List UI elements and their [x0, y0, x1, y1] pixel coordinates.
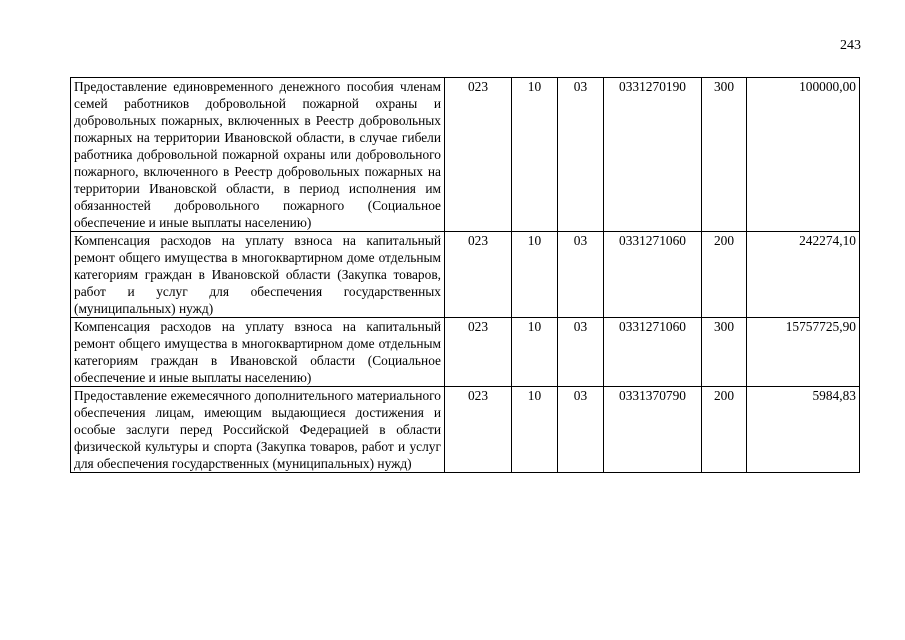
table-row	[71, 232, 860, 318]
expense-type-code: 300	[702, 78, 747, 232]
expense-description: Компенсация расходов на уплату взноса на капитальный ремонт общего имущества в многоквартирном доме отдельным категориям граждан в Ивановской области (Социальное обеспечение и иные выплаты населению)	[71, 318, 445, 387]
ministry-code: 023	[445, 387, 512, 473]
amount: 15757725,90	[747, 318, 860, 387]
expense-description: Предоставление ежемесячного дополнительного материального обеспечения лицам, имеющим выдающиеся достижения и особые заслуги перед Российской Федерацией в области физической культуры и спорта (Закупка товаров, работ и услуг для обеспечения государственных (муниципальных) нужд)	[71, 387, 445, 473]
target-article-code: 0331271060	[604, 318, 702, 387]
expense-type-code: 300	[702, 318, 747, 387]
table-row	[71, 78, 860, 232]
table-row	[71, 387, 860, 473]
expense-type-code: 200	[702, 387, 747, 473]
target-article-code: 0331271060	[604, 232, 702, 318]
subsection-code: 03	[558, 318, 604, 387]
expense-description: Компенсация расходов на уплату взноса на капитальный ремонт общего имущества в многоквартирном доме отдельным категориям граждан в Ивановской области (Закупка товаров, работ и услуг для обеспечения государственных (муниципальных) нужд)	[71, 232, 445, 318]
section-code: 10	[512, 387, 558, 473]
subsection-code: 03	[558, 78, 604, 232]
amount: 100000,00	[747, 78, 860, 232]
target-article-code: 0331270190	[604, 78, 702, 232]
section-code: 10	[512, 232, 558, 318]
page-number: 243	[840, 38, 861, 53]
budget-table	[70, 77, 860, 473]
section-code: 10	[512, 78, 558, 232]
subsection-code: 03	[558, 387, 604, 473]
expense-description: Предоставление единовременного денежного пособия членам семей работников добровольной пожарной охраны и добровольных пожарных, включенных в Реестр добровольных пожарных на территории Ивановской области, в случае гибели работника добровольной пожарной охраны или добровольного пожарного, включенного в Реестр добровольных пожарных на территории Ивановской области, в период исполнения им обязанностей добровольного пожарного (Социальное обеспечение и иные выплаты населению)	[71, 78, 445, 232]
amount: 242274,10	[747, 232, 860, 318]
ministry-code: 023	[445, 318, 512, 387]
amount: 5984,83	[747, 387, 860, 473]
ministry-code: 023	[445, 232, 512, 318]
section-code: 10	[512, 318, 558, 387]
target-article-code: 0331370790	[604, 387, 702, 473]
subsection-code: 03	[558, 232, 604, 318]
ministry-code: 023	[445, 78, 512, 232]
expense-type-code: 200	[702, 232, 747, 318]
table-row	[71, 318, 860, 387]
